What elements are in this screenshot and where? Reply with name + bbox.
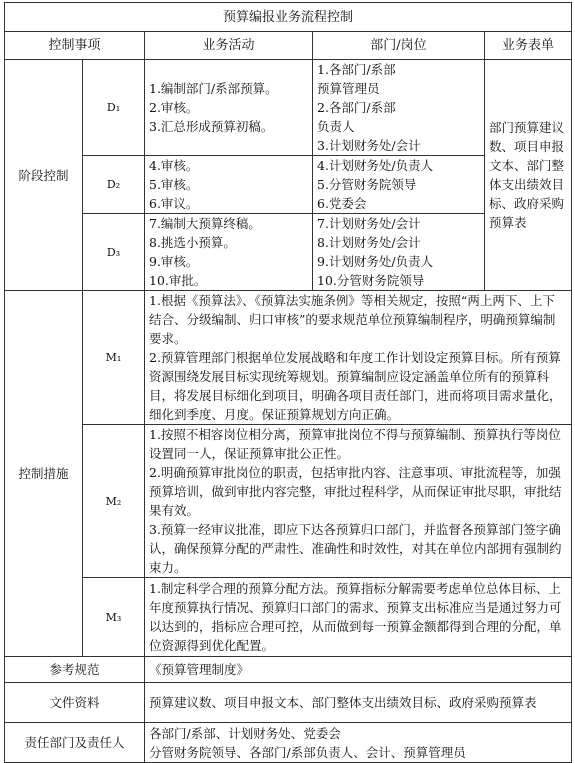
process-control-table <box>4 2 571 763</box>
stage-code-d3: D₃ <box>83 214 145 291</box>
control-table <box>4 2 572 763</box>
header-department-post: 部门/岗位 <box>313 32 485 60</box>
responsible-line: 分管财务院领导、各部门/系部负责人、会计、预算管理员 <box>149 744 466 760</box>
stage-d2-activities <box>145 156 313 214</box>
activity-line: 10.审批。 <box>149 273 207 288</box>
activity-line: 6.审议。 <box>149 196 199 211</box>
stage-code-d1: D₁ <box>83 60 145 156</box>
table-title: 预算编报业务流程控制 <box>5 3 572 32</box>
measure-paragraph: 3.预算一经审议批准，即应下达各预算归口部门，并监督各预算部门签字确认，确保预算分配的严肃性、准确性和时效性，对其在单位内部拥有强制约束力。 <box>149 522 562 575</box>
documents-label: 文件资料 <box>5 683 145 723</box>
activity-line: 2.审核。 <box>149 100 199 115</box>
responsible-line: 各部门/系部、计划财务处、党委会 <box>149 725 341 741</box>
dept-line: 预算管理员 <box>317 81 380 96</box>
dept-line: 4.计划财务处/负责人 <box>317 158 434 173</box>
activity-line: 1.编制部门/系部预算。 <box>149 81 278 96</box>
measure-paragraph: 1.制定科学合理的预算分配方法。预算指标分解需要考虑单位总体目标、上年度预算执行情况、预算归口部门的需求、预算支出标准应当是通过努力可以达到的，指标应合理可控，从而做到每一预算金额都得到合理的分配，单位资源得到优化配置。 <box>149 581 562 653</box>
activity-line: 7.编制大预算终稿。 <box>149 216 261 231</box>
stage-d3-depts <box>313 214 485 291</box>
stage-d1-activities <box>145 60 313 156</box>
dept-line: 7.计划财务处/会计 <box>317 216 421 231</box>
measure-code-m2: M₂ <box>83 425 145 578</box>
stage-control-label: 阶段控制 <box>5 60 83 291</box>
reference-label: 参考规范 <box>5 657 145 683</box>
dept-line: 6.党委会 <box>317 196 367 211</box>
measure-m2-text <box>145 425 572 578</box>
measure-paragraph: 2.预算管理部门根据单位发展战略和年度工作计划设定预算目标。所有预算资源围绕发展目标实现统筹规划。预算编制应设定涵盖单位所有的预算科目，将发展目标细化到项目，明确各项目责任部门，进而将项目需求量化，细化到季度、月度。保证预算规划方向正确。 <box>149 350 562 422</box>
measure-code-m1: M₁ <box>83 291 145 425</box>
dept-line: 10.分管财务院领导 <box>317 273 425 288</box>
measure-paragraph: 2.明确预算审批岗位的职责，包括审批内容、注意事项、审批流程等，加强预算培训，做到审批内容完整，审批过程科学，从而保证审批尽职，审批结果有效。 <box>149 465 562 518</box>
dept-line: 3.计划财务处/会计 <box>317 138 421 153</box>
dept-line: 9.计划财务处/负责人 <box>317 254 434 269</box>
stage-d2-depts <box>313 156 485 214</box>
dept-line: 8.计划财务处/会计 <box>317 235 421 250</box>
activity-line: 5.审核。 <box>149 177 199 192</box>
stage-form-text: 部门预算建议数、项目申报文本、部门整体支出绩效目标、政府采购预算表 <box>485 60 572 291</box>
measure-m3-text <box>145 578 572 657</box>
measure-code-m3: M₃ <box>83 578 145 657</box>
measure-m1-text <box>145 291 572 425</box>
dept-line: 2.各部门/系部 <box>317 100 396 115</box>
dept-line: 5.分管财务院领导 <box>317 177 417 192</box>
activity-line: 3.汇总形成预算初稿。 <box>149 119 274 134</box>
measures-label: 控制措施 <box>5 291 83 657</box>
responsible-label: 责任部门及责任人 <box>5 723 145 763</box>
stage-code-d2: D₂ <box>83 156 145 214</box>
activity-line: 4.审核。 <box>149 158 199 173</box>
measure-paragraph: 1.根据《预算法》、《预算法实施条例》等相关规定，按照“两上两下、上下结合、分级编制、归口审核”的要求规范单位预算编制程序，明确预算编制要求。 <box>149 293 556 346</box>
dept-line: 负责人 <box>317 119 355 134</box>
reference-text: 《预算管理制度》 <box>145 657 572 683</box>
header-business-form: 业务表单 <box>485 32 572 60</box>
measure-paragraph: 1.按照不相容岗位相分离，预算审批岗位不得与预算编制、预算执行等岗位设置同一人，保证预算审批公正性。 <box>149 427 561 461</box>
activity-line: 9.审核。 <box>149 254 199 269</box>
stage-d3-activities <box>145 214 313 291</box>
documents-text: 预算建议数、项目申报文本、部门整体支出绩效目标、政府采购预算表 <box>145 683 572 723</box>
responsible-text <box>145 723 572 763</box>
header-control-item: 控制事项 <box>5 32 145 60</box>
header-business-activity: 业务活动 <box>145 32 313 60</box>
dept-line: 1.各部门/系部 <box>317 62 396 77</box>
activity-line: 8.挑选小预算。 <box>149 235 236 250</box>
stage-d1-depts <box>313 60 485 156</box>
